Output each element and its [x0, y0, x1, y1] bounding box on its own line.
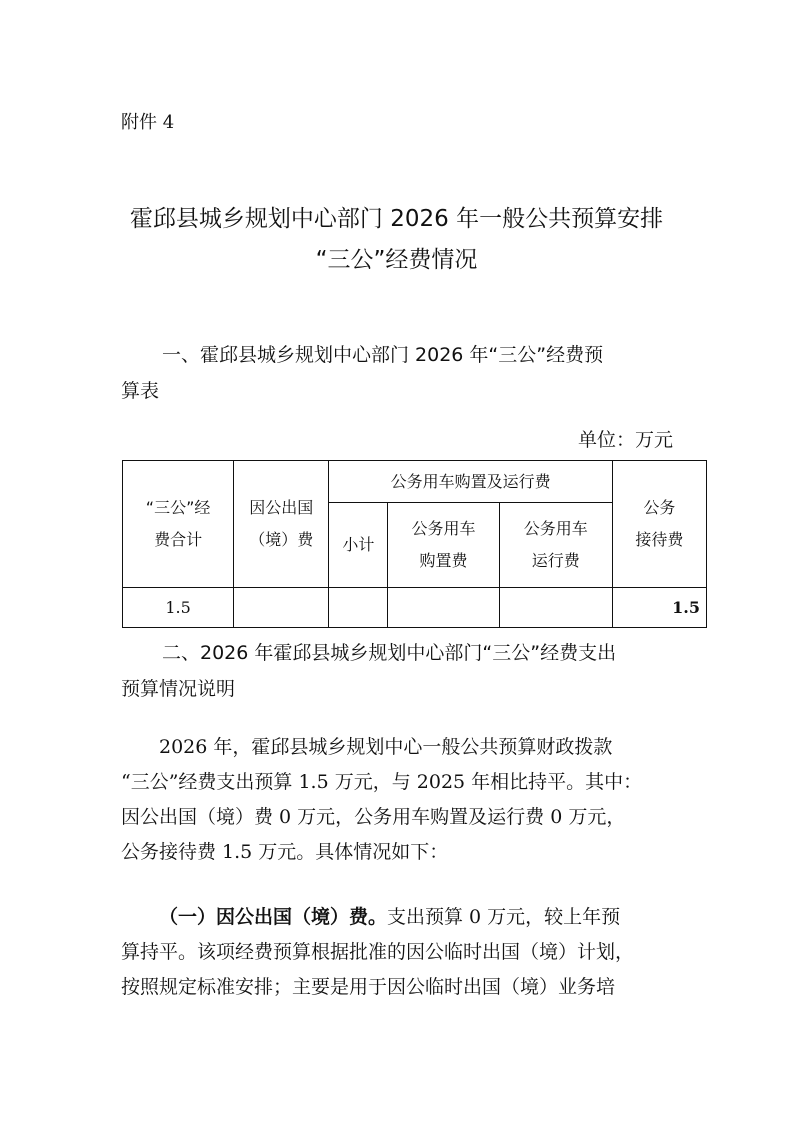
- cell-abroad: [234, 588, 329, 628]
- section1-heading-line2: 算表: [121, 380, 160, 402]
- doc-title-line1: 霍邱县城乡规划中心部门 2026 年一般公共预算安排: [129, 206, 664, 232]
- header-vehicle-operation: 公务用车 运行费: [499, 503, 612, 588]
- section1-heading-line1: 一、霍邱县城乡规划中心部门 2026 年“三公”经费预: [162, 344, 604, 366]
- paragraph-2: （一）因公出国（境）费。支出预算 0 万元，较上年预 算持平。该项经费预算根据批准的因公临时出国（境）计划， 按照规定标准安排；主要是用于因公临时出国（境）业务培: [121, 906, 635, 998]
- header-vehicle: 公务用车购置及运行费: [329, 461, 612, 503]
- header-reception: 公务 接待费: [612, 461, 706, 588]
- section2-heading-line2: 预算情况说明: [121, 678, 236, 700]
- section2-heading-line1: 二、2026 年霍邱县城乡规划中心部门“三公”经费支出: [162, 642, 617, 664]
- cell-reception: 1.5: [612, 588, 706, 628]
- doc-title-line2: “三公”经费情况: [315, 247, 478, 273]
- header-subtotal: 小计: [329, 503, 388, 588]
- table-row: [123, 588, 707, 628]
- cell-subtotal: [329, 588, 388, 628]
- paragraph2-lead: （一）因公出国（境）费。: [159, 906, 388, 928]
- fee-table: [122, 460, 707, 628]
- header-vehicle-purchase: 公务用车 购置费: [388, 503, 499, 588]
- header-abroad: 因公出国 （境）费: [234, 461, 329, 588]
- attachment-label: 附件 4: [121, 112, 175, 133]
- cell-purchase: [388, 588, 499, 628]
- header-total: “三公”经 费合计: [123, 461, 234, 588]
- cell-operation: [499, 588, 612, 628]
- paragraph-1: 2026 年，霍邱县城乡规划中心一般公共预算财政拨款 “三公”经费支出预算 1.5 万元，与 2025 年相比持平。其中： 因公出国（境）费 0 万元，公务用车购置及运行费 0 万元， 公务接待费 1.5 万元。具体情况如下：: [121, 736, 643, 863]
- cell-total: 1.5: [123, 588, 234, 628]
- unit-label: 单位：万元: [577, 429, 673, 451]
